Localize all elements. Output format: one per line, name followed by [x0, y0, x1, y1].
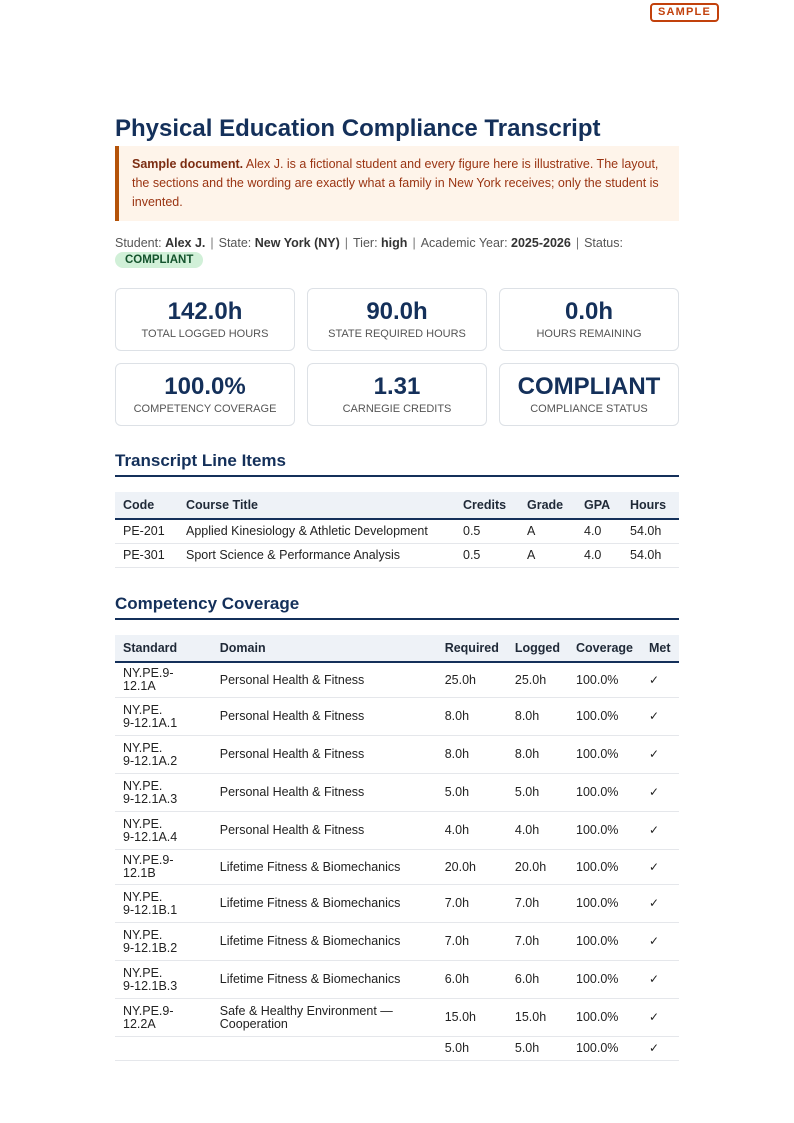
table-header-row: [115, 635, 679, 662]
cell-met: ✓: [641, 698, 679, 736]
card-hours-remaining: [499, 288, 679, 351]
card-carnegie-credits: [307, 363, 487, 426]
cell-met: ✓: [641, 662, 679, 698]
cell-course-title: Applied Kinesiology & Athletic Development: [178, 519, 455, 544]
cell-standard: NY.PE. 9-12.1B.2: [115, 923, 212, 961]
column-header: Course Title: [178, 492, 455, 519]
page-title: Physical Education Compliance Transcript: [115, 115, 601, 142]
cell-domain: [212, 1037, 437, 1061]
sample-badge: SAMPLE: [650, 3, 719, 22]
year-label: Academic Year:: [420, 236, 508, 250]
tier-value: high: [381, 236, 408, 250]
cell-domain: Lifetime Fitness & Biomechanics: [212, 885, 437, 923]
cell-required: 20.0h: [437, 850, 507, 885]
table-row: [115, 999, 679, 1037]
notice-bold: Sample document.: [132, 157, 244, 171]
card-value: 90.0h: [366, 298, 428, 325]
card-value: COMPLIANT: [517, 373, 661, 400]
cell-domain: Safe & Healthy Environment — Cooperation: [212, 999, 437, 1037]
cell-standard: NY.PE. 9-12.1B.3: [115, 961, 212, 999]
table-row: [115, 662, 679, 698]
cell-met: ✓: [641, 961, 679, 999]
cell-grade: A: [519, 519, 576, 544]
cell-code: PE-301: [115, 544, 178, 568]
cell-coverage: 100.0%: [568, 698, 641, 736]
cell-gpa: 4.0: [576, 519, 622, 544]
sample-notice: [115, 146, 679, 221]
cell-standard: NY.PE.9-12.1B: [115, 850, 212, 885]
cell-logged: 5.0h: [507, 1037, 568, 1061]
cell-logged: 25.0h: [507, 662, 568, 698]
card-label: HOURS REMAINING: [536, 328, 642, 340]
state-value: New York (NY): [254, 236, 340, 250]
cell-standard: NY.PE. 9-12.1A.4: [115, 812, 212, 850]
column-header: Code: [115, 492, 178, 519]
cell-domain: Lifetime Fitness & Biomechanics: [212, 961, 437, 999]
transcript-page: [115, 114, 679, 1061]
year-value: 2025-2026: [511, 236, 571, 250]
cell-logged: 7.0h: [507, 923, 568, 961]
card-compliance-status: [499, 363, 679, 426]
notice-text: Alex J. is a fictional student and every figure here is illustrative. The layout, the sections and the wording are exactly what a family in New York receives; only the student is invented.: [132, 157, 659, 209]
card-competency-coverage: [115, 363, 295, 426]
cell-met: ✓: [641, 774, 679, 812]
column-header: Grade: [519, 492, 576, 519]
card-value: 100.0%: [164, 373, 246, 400]
competency-table: [115, 635, 679, 1061]
cell-coverage: 100.0%: [568, 736, 641, 774]
cell-standard: NY.PE. 9-12.1A.2: [115, 736, 212, 774]
cell-required: 5.0h: [437, 774, 507, 812]
cell-credits: 0.5: [455, 544, 519, 568]
cell-domain: Lifetime Fitness & Biomechanics: [212, 850, 437, 885]
column-header: Logged: [507, 635, 568, 662]
cell-domain: Personal Health & Fitness: [212, 736, 437, 774]
cell-domain: Lifetime Fitness & Biomechanics: [212, 923, 437, 961]
cell-gpa: 4.0: [576, 544, 622, 568]
cell-logged: 7.0h: [507, 885, 568, 923]
cell-coverage: 100.0%: [568, 961, 641, 999]
table-row: [115, 544, 679, 568]
state-label: State:: [218, 236, 252, 250]
cell-met: ✓: [641, 885, 679, 923]
cell-coverage: 100.0%: [568, 812, 641, 850]
table-row: [115, 850, 679, 885]
cell-required: 6.0h: [437, 961, 507, 999]
transcript-table: [115, 492, 679, 568]
cell-required: 7.0h: [437, 885, 507, 923]
tier-label: Tier:: [353, 236, 378, 250]
cell-required: 5.0h: [437, 1037, 507, 1061]
card-label: TOTAL LOGGED HOURS: [141, 328, 269, 340]
table-row: [115, 1037, 679, 1061]
column-header: Coverage: [568, 635, 641, 662]
card-total-logged-hours: [115, 288, 295, 351]
cell-logged: 8.0h: [507, 736, 568, 774]
student-label: Student:: [115, 236, 162, 250]
cell-required: 4.0h: [437, 812, 507, 850]
transcript-heading: Transcript Line Items: [115, 450, 679, 477]
cell-met: ✓: [641, 812, 679, 850]
cell-required: 7.0h: [437, 923, 507, 961]
cell-coverage: 100.0%: [568, 850, 641, 885]
table-header-row: [115, 492, 679, 519]
cell-standard: NY.PE. 9-12.1A.1: [115, 698, 212, 736]
table-row: [115, 774, 679, 812]
cell-required: 8.0h: [437, 736, 507, 774]
card-state-required-hours: [307, 288, 487, 351]
cell-logged: 4.0h: [507, 812, 568, 850]
card-label: COMPETENCY COVERAGE: [133, 403, 277, 415]
card-label: CARNEGIE CREDITS: [342, 403, 452, 415]
table-row: [115, 736, 679, 774]
cell-hours: 54.0h: [622, 544, 679, 568]
cell-logged: 6.0h: [507, 961, 568, 999]
table-row: [115, 923, 679, 961]
cell-coverage: 100.0%: [568, 774, 641, 812]
card-label: STATE REQUIRED HOURS: [328, 328, 466, 340]
competency-section: [115, 593, 679, 1061]
cell-met: ✓: [641, 736, 679, 774]
cell-grade: A: [519, 544, 576, 568]
table-row: [115, 698, 679, 736]
card-value: 1.31: [373, 373, 421, 400]
cell-code: PE-201: [115, 519, 178, 544]
cell-standard: [115, 1037, 212, 1061]
card-label: COMPLIANCE STATUS: [530, 403, 648, 415]
cell-logged: 5.0h: [507, 774, 568, 812]
cell-domain: Personal Health & Fitness: [212, 662, 437, 698]
cell-met: ✓: [641, 999, 679, 1037]
cell-logged: 15.0h: [507, 999, 568, 1037]
column-header: Standard: [115, 635, 212, 662]
table-row: [115, 812, 679, 850]
cell-standard: NY.PE.9-12.2A: [115, 999, 212, 1037]
cell-domain: Personal Health & Fitness: [212, 774, 437, 812]
cell-standard: NY.PE. 9-12.1B.1: [115, 885, 212, 923]
table-row: [115, 519, 679, 544]
cell-hours: 54.0h: [622, 519, 679, 544]
status-badge: COMPLIANT: [115, 252, 203, 268]
column-header: Domain: [212, 635, 437, 662]
cell-standard: NY.PE.9-12.1A: [115, 662, 212, 698]
cell-domain: Personal Health & Fitness: [212, 698, 437, 736]
transcript-section: [115, 450, 679, 568]
cell-logged: 8.0h: [507, 698, 568, 736]
summary-cards: [115, 288, 679, 426]
column-header: Met: [641, 635, 679, 662]
column-header: GPA: [576, 492, 622, 519]
table-row: [115, 961, 679, 999]
cell-coverage: 100.0%: [568, 885, 641, 923]
cell-required: 25.0h: [437, 662, 507, 698]
table-row: [115, 885, 679, 923]
column-header: Required: [437, 635, 507, 662]
card-value: 0.0h: [564, 298, 614, 325]
cell-credits: 0.5: [455, 519, 519, 544]
status-label: Status:: [584, 236, 623, 250]
column-header: Credits: [455, 492, 519, 519]
cell-coverage: 100.0%: [568, 923, 641, 961]
cell-logged: 20.0h: [507, 850, 568, 885]
cell-standard: NY.PE. 9-12.1A.3: [115, 774, 212, 812]
cell-met: ✓: [641, 850, 679, 885]
cell-required: 15.0h: [437, 999, 507, 1037]
cell-course-title: Sport Science & Performance Analysis: [178, 544, 455, 568]
card-value: 142.0h: [167, 298, 243, 325]
cell-required: 8.0h: [437, 698, 507, 736]
cell-coverage: 100.0%: [568, 999, 641, 1037]
student-meta: Student: Alex J. | State: New York (NY) | Tier: high | Academic Year: 2025-2026 | Status: COMPLIANT: [115, 236, 623, 266]
competency-heading: Competency Coverage: [115, 593, 679, 620]
cell-domain: Personal Health & Fitness: [212, 812, 437, 850]
cell-coverage: 100.0%: [568, 662, 641, 698]
cell-met: ✓: [641, 1037, 679, 1061]
cell-coverage: 100.0%: [568, 1037, 641, 1061]
student-name: Alex J.: [165, 236, 206, 250]
column-header: Hours: [622, 492, 679, 519]
cell-met: ✓: [641, 923, 679, 961]
